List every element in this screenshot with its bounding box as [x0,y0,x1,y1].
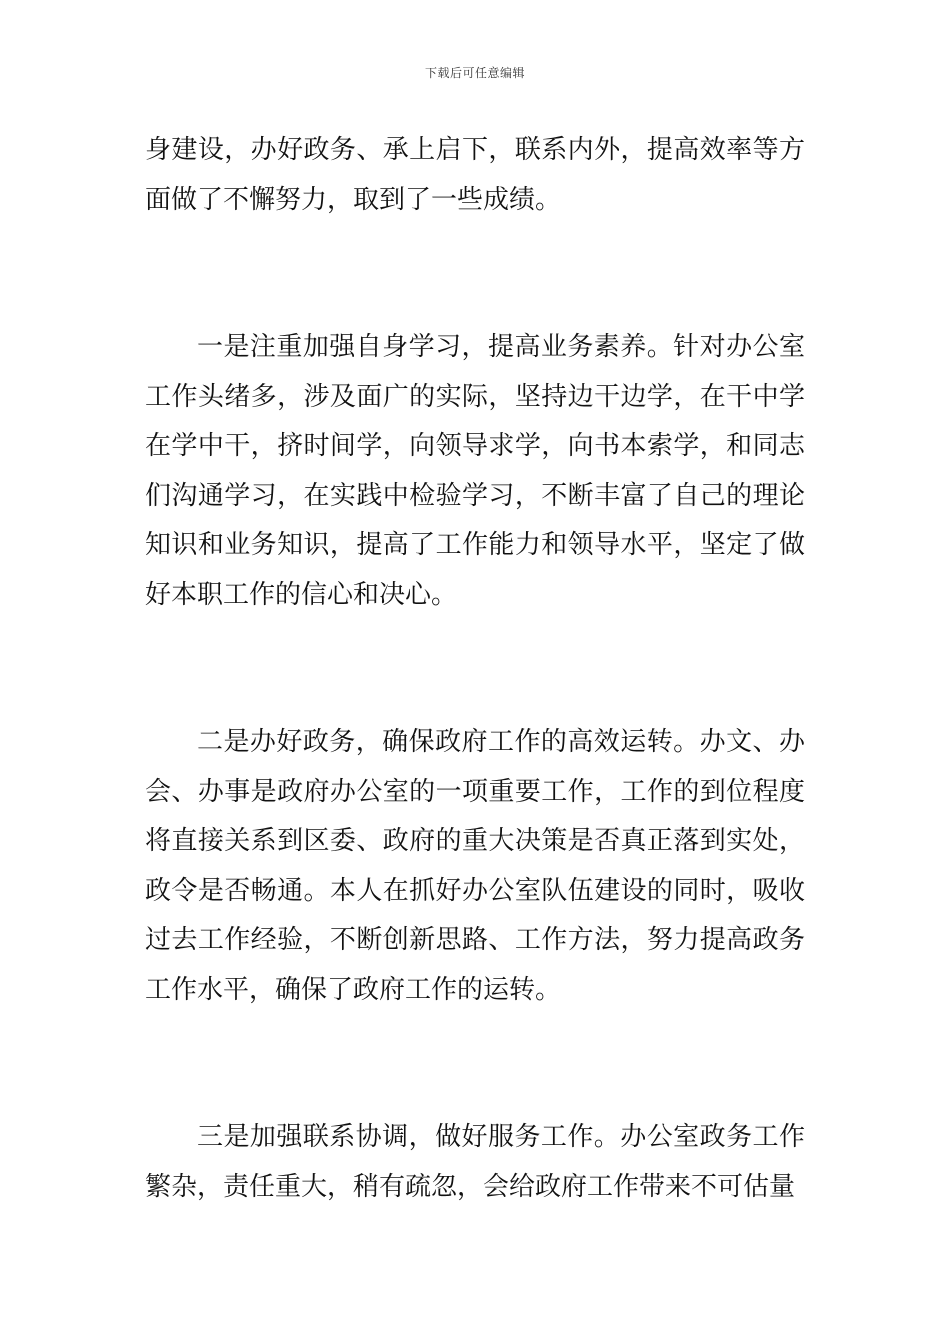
paragraph-continuation: 身建设，办好政务、承上启下，联系内外，提高效率等方面做了不懈努力，取到了一些成绩。 [145,135,805,215]
page-header: 下载后可任意编辑 [424,66,525,80]
document-body [145,126,805,1212]
paragraph-self-study: 一是注重加强自身学习，提高业务素养。针对办公室工作头绪多，涉及面广的实际，坚持边干边学，在干中学在学中干，挤时间学，向领导求学，向书本索学，和同志们沟通学习，在实践中检验学习，不断丰富了自己的理论知识和业务知识，提高了工作能力和领导水平，坚定了做好本职工作的信心和决心。 [145,332,805,610]
paragraph-coordination: 三是加强联系协调，做好服务工作。办公室政务工作繁杂，责任重大，稍有疏忽，会给政府工作带来不可估量 [145,1122,805,1202]
paragraph-government-affairs: 二是办好政务，确保政府工作的高效运转。办文、办会、办事是政府办公室的一项重要工作，工作的到位程度将直接关系到区委、政府的重大决策是否真正落到实处，政令是否畅通。本人在抓好办公室队伍建设的同时，吸收过去工作经验，不断创新思路、工作方法，努力提高政务工作水平，确保了政府工作的运转。 [145,727,805,1005]
paragraph-gap [145,225,805,323]
paragraph-gap [145,620,805,718]
paragraph-gap [145,1015,805,1113]
